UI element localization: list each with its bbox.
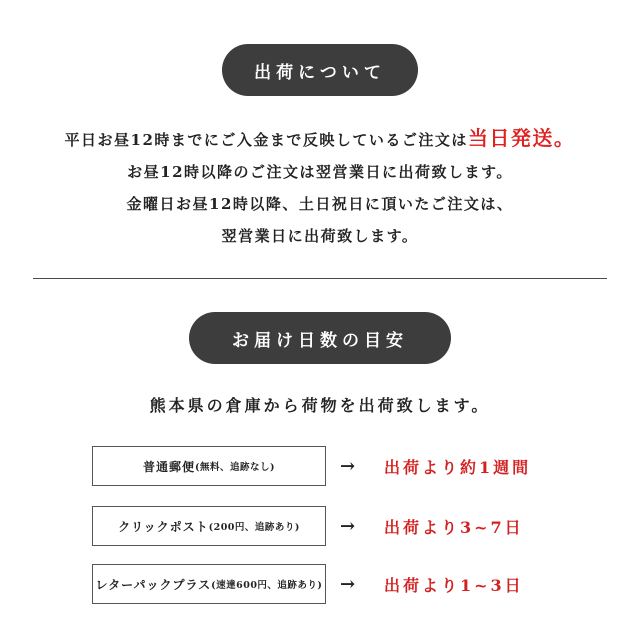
shipping-line-3: 金曜日お昼12時以降、土日祝日に頂いたご注文は、	[126, 195, 514, 213]
shipping-line-2: お昼12時以降のご注文は翌営業日に出荷致します。	[127, 163, 513, 181]
arrow-icon: →	[340, 456, 356, 477]
method-note: (200円、追跡あり)	[208, 522, 300, 533]
shipping-line-1-text: 平日お昼12時までにご入金まで反映しているご注文は	[64, 131, 468, 149]
method-note: (速達600円、追跡あり)	[211, 580, 323, 591]
arrow-icon: →	[340, 574, 356, 595]
delivery-time: 出荷より1~3日	[384, 576, 524, 595]
method-note: (無料、追跡なし)	[195, 462, 275, 473]
shipping-info	[0, 122, 640, 252]
section-divider	[33, 278, 607, 279]
delivery-method-box	[92, 564, 326, 604]
method-name: クリックポスト	[118, 519, 209, 534]
same-day-shipping-highlight: 当日発送。	[467, 126, 576, 150]
delivery-days-heading: お届け日数の目安	[189, 312, 451, 364]
delivery-method-box	[92, 506, 326, 546]
shipping-line-4: 翌営業日に出荷致します。	[221, 227, 419, 245]
warehouse-intro: 熊本県の倉庫から荷物を出荷致します。	[149, 396, 491, 415]
delivery-method-row	[0, 564, 640, 608]
shipping-heading: 出荷について	[222, 44, 418, 96]
delivery-method-row	[0, 446, 640, 490]
delivery-method-box	[92, 446, 326, 486]
method-name: レターパックプラス	[95, 577, 212, 592]
shipping-line-1	[0, 122, 640, 156]
delivery-method-row	[0, 506, 640, 550]
delivery-time: 出荷より約1週間	[384, 458, 532, 477]
arrow-icon: →	[340, 516, 356, 537]
method-name: 普通郵便	[142, 459, 195, 474]
delivery-time: 出荷より3~7日	[384, 518, 524, 537]
